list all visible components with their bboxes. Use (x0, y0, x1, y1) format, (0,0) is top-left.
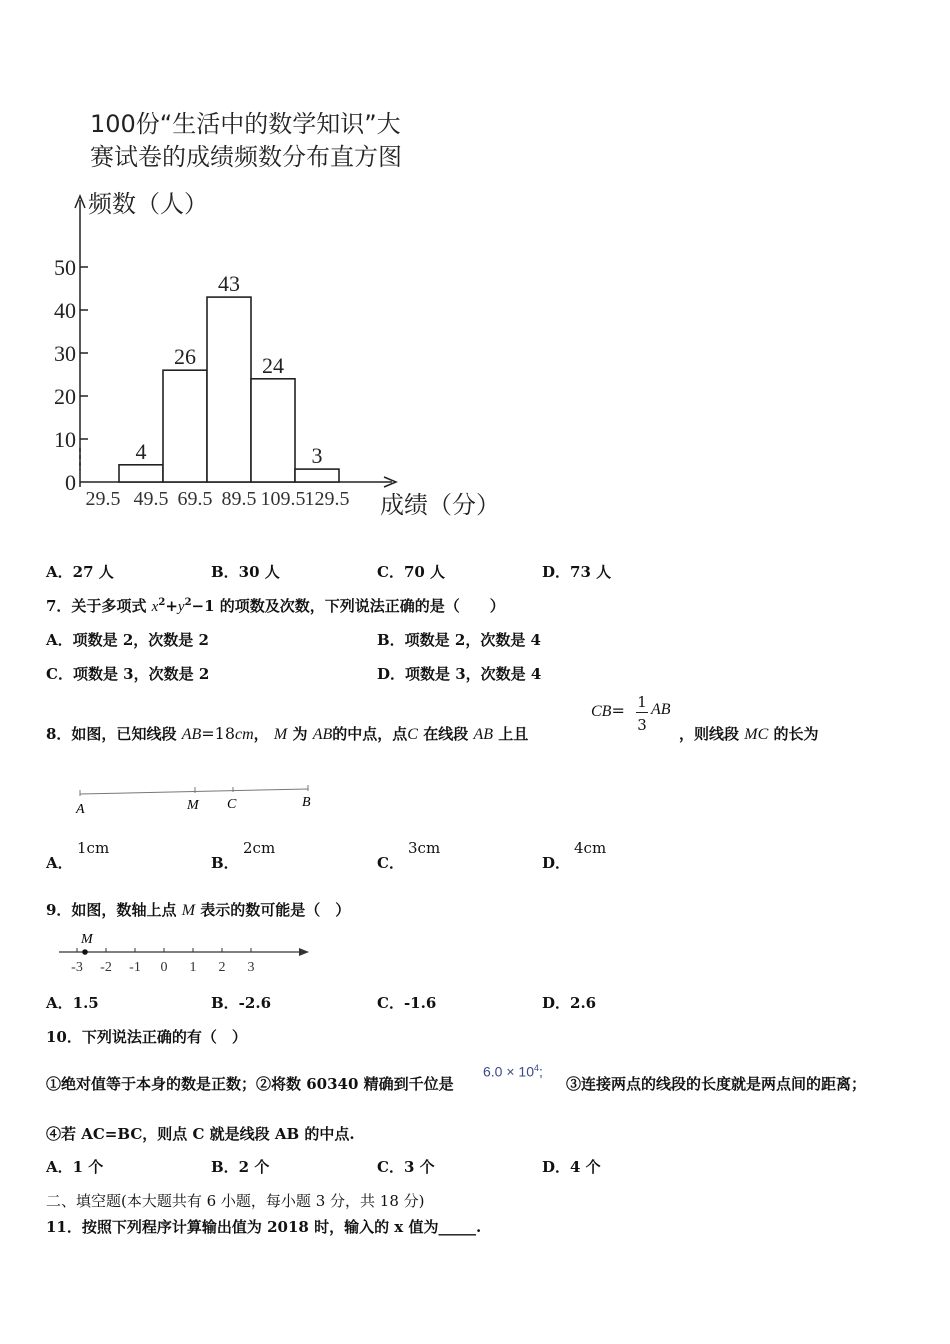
number-line-label: 1 (189, 960, 197, 975)
q7-option-a[interactable]: A．项数是 2，次数是 2 (46, 631, 209, 649)
q9-m: M (181, 902, 196, 919)
label-a: A (76, 802, 85, 817)
q7-stem (46, 595, 505, 616)
q9-option-c[interactable]: C．-1.6 (377, 994, 437, 1012)
q10-sci-notation (483, 1063, 543, 1080)
q8-c: C (407, 726, 418, 743)
q9-number-line (55, 926, 320, 976)
q6-option-c[interactable]: C．70 人 (377, 563, 446, 581)
label-c: C (227, 797, 237, 812)
q8-cm: cm (235, 726, 254, 743)
q8-text1: 8．如图，已知线段 (46, 725, 177, 743)
point-m (82, 949, 88, 955)
q8-ab-1: AB (181, 726, 202, 743)
q10-statement-4: ④若 AC=BC，则点 C 就是线段 AB 的中点. (46, 1125, 355, 1143)
q8-option-d-label[interactable]: D． (542, 854, 571, 872)
histogram-bar (251, 379, 295, 482)
q9-option-a[interactable]: A．1.5 (46, 994, 99, 1012)
x-tick-label: 69.5 (177, 488, 213, 510)
segment-ab (80, 789, 308, 794)
q10-statement-1-2: ①绝对值等于本身的数是正数；②将数 60340 精确到千位是 (46, 1075, 454, 1093)
q8-option-c-label[interactable]: C． (377, 854, 404, 872)
histogram-bar (119, 465, 163, 482)
q6-option-b[interactable]: B．30 人 (211, 563, 280, 581)
q9-text2: 表示的数可能是（ ） (200, 901, 351, 919)
bar-value-label: 24 (262, 352, 284, 378)
q8-text5: 上且 (498, 725, 529, 743)
q7-var-x: x (151, 599, 159, 615)
number-line-label: 0 (160, 960, 168, 975)
histogram-bar (295, 469, 339, 482)
q8-stem (46, 723, 528, 744)
number-line-label: -2 (100, 960, 112, 975)
x-tick-label: 89.5 (221, 488, 257, 510)
q7-minus1: −1 (191, 597, 215, 615)
q8-eqsign: = (611, 701, 625, 720)
q10-sci-exp: 4 (534, 1063, 540, 1073)
q7-exp1: 2 (158, 597, 166, 608)
q11-stem: 11．按照下列程序计算输出值为 2018 时，输入的 x 值为_____. (46, 1218, 482, 1236)
q8-comma: ， (253, 725, 269, 743)
q8-text2: 为 (292, 725, 308, 743)
q8-ab-2: AB (312, 726, 333, 743)
bar-value-label: 4 (135, 438, 147, 464)
section-2-heading: 二、填空题(本大题共有 6 小题，每小题 3 分，共 18 分) (46, 1192, 425, 1210)
q9-stem (46, 899, 350, 920)
q7-prefix: 7．关于多项式 (46, 597, 152, 615)
q8-text7: 的长为 (773, 725, 819, 743)
y-axis-label: 频数（人） (88, 190, 208, 218)
q8-fraction-num: 1 (637, 693, 647, 711)
q8-option-a-label[interactable]: A． (46, 854, 73, 872)
chart-title-line2: 赛试卷的成绩频数分布直方图 (90, 143, 402, 171)
histogram-bar (207, 297, 251, 482)
q8-formula (591, 701, 625, 721)
q6-option-a[interactable]: A．27 人 (46, 563, 114, 581)
x-tick-label: 49.5 (133, 488, 169, 510)
q10-option-b[interactable]: B．2 个 (211, 1158, 270, 1176)
q7-var-y: y (177, 599, 185, 615)
y-tick-label: 50 (54, 255, 76, 280)
x-tick-label: 129.5 (304, 488, 350, 510)
q8-ab-4: AB (651, 701, 671, 718)
q7-option-c[interactable]: C．项数是 3，次数是 2 (46, 665, 210, 683)
q10-stem: 10．下列说法正确的有（ ） (46, 1028, 247, 1046)
q7-option-b[interactable]: B．项数是 2，次数是 4 (377, 631, 541, 649)
bar-value-label: 43 (218, 271, 240, 297)
q8-text3: 的中点，点 (332, 725, 408, 743)
bar-value-label: 3 (311, 443, 323, 469)
q8-option-a-value[interactable]: 1cm (77, 839, 110, 857)
chart-title-line1: 100份“生活中的数学知识”大 (90, 110, 401, 138)
q7-plus: + (165, 597, 178, 615)
y-tick-label: 10 (54, 427, 76, 452)
q10-sci-base: 6.0 × 10 (483, 1063, 534, 1080)
histogram-bar (163, 370, 207, 482)
x-tick-label: 109.5 (260, 488, 306, 510)
q8-text6: ，则线段 (679, 725, 740, 743)
q8-text4: 在线段 (423, 725, 469, 743)
q7-suffix: 的项数及次数，下列说法正确的是（ ） (214, 597, 505, 615)
q8-fraction-bar (636, 712, 648, 713)
q10-option-c[interactable]: C．3 个 (377, 1158, 435, 1176)
q9-option-d[interactable]: D．2.6 (542, 994, 597, 1012)
q10-statement-3: ③连接两点的线段的长度就是两点间的距离； (566, 1075, 867, 1093)
y-tick-label: 30 (54, 341, 76, 366)
point-m-label: M (81, 932, 93, 947)
q10-option-a[interactable]: A．1 个 (46, 1158, 104, 1176)
q7-option-d[interactable]: D．项数是 3，次数是 4 (377, 665, 542, 683)
q8-stem-end (679, 723, 819, 744)
bar-value-label: 26 (174, 344, 196, 370)
number-line-label: -1 (129, 960, 141, 975)
q9-option-b[interactable]: B．-2.6 (211, 994, 272, 1012)
q8-m: M (273, 726, 288, 743)
q8-fraction-den: 3 (637, 716, 647, 734)
histogram-chart (0, 180, 560, 530)
q8-option-c-value[interactable]: 3cm (408, 839, 441, 857)
q8-segment-figure (70, 780, 330, 820)
label-m: M (187, 798, 199, 813)
q8-cb: CB (591, 703, 612, 720)
label-b: B (302, 795, 311, 810)
q8-option-b-label[interactable]: B． (211, 854, 239, 872)
q8-mc: MC (744, 726, 769, 743)
q10-option-d[interactable]: D．4 个 (542, 1158, 601, 1176)
q8-ab-3: AB (473, 726, 493, 743)
x-tick-label: 29.5 (85, 488, 121, 510)
y-tick-label: 0 (65, 470, 76, 495)
y-tick-label: 40 (54, 298, 76, 323)
q10-sci-end: ; (539, 1063, 543, 1080)
q9-text1: 9．如图，数轴上点 (46, 901, 177, 919)
number-line-label: 2 (218, 960, 226, 975)
q8-option-d-value[interactable]: 4cm (574, 839, 607, 857)
number-line-label: 3 (247, 960, 255, 975)
number-line-arrow (299, 948, 309, 956)
q6-option-d[interactable]: D．73 人 (542, 563, 612, 581)
number-line-label: -3 (71, 960, 83, 975)
q8-option-b-value[interactable]: 2cm (243, 839, 276, 857)
y-tick-label: 20 (54, 384, 76, 409)
q8-eq18: =18 (201, 724, 235, 743)
x-axis-label: 成绩（分） (380, 491, 500, 519)
q7-exp2: 2 (184, 597, 192, 608)
